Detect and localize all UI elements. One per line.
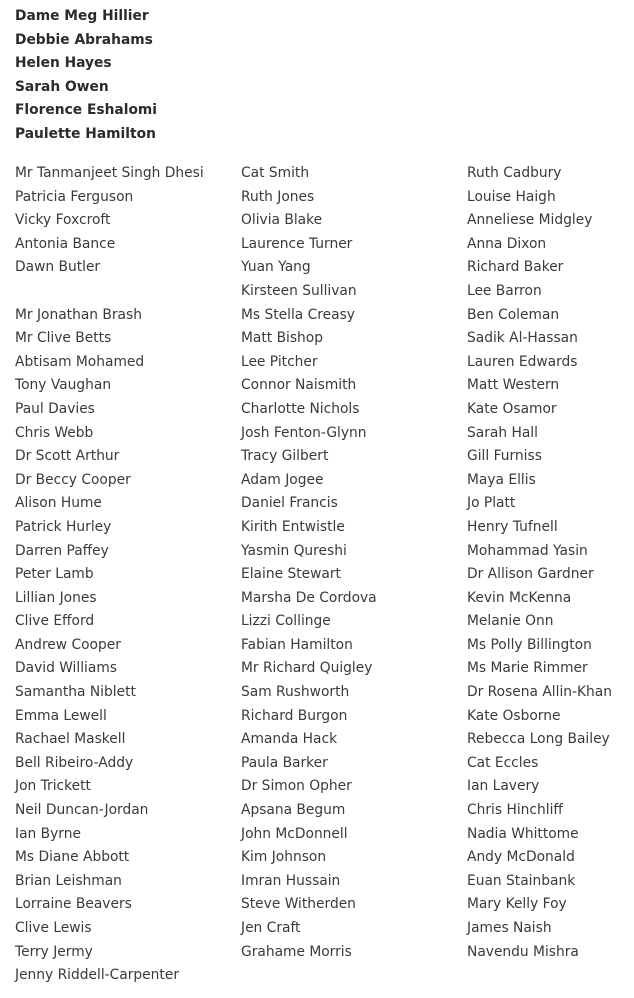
supporter-name: Richard Baker xyxy=(467,259,564,276)
supporter-name: Lizzi Collinge xyxy=(241,613,331,630)
supporter-name: Jon Trickett xyxy=(15,778,91,795)
supporter-name: Josh Fenton-Glynn xyxy=(241,424,367,441)
supporter-name: Darren Paffey xyxy=(15,542,109,559)
supporter-name: Anna Dixon xyxy=(467,235,547,252)
supporter-name: Andrew Cooper xyxy=(15,636,121,653)
supporter-name: Matt Western xyxy=(467,377,560,394)
supporter-name: Amanda Hack xyxy=(241,731,338,748)
supporter-name: Kevin McKenna xyxy=(467,589,572,606)
supporter-name: Sam Rushworth xyxy=(241,684,350,701)
supporter-name: Kim Johnson xyxy=(241,849,327,866)
supporter-name: Chris Webb xyxy=(15,424,94,441)
supporter-name: Ian Byrne xyxy=(15,825,81,842)
supporter-name: Louise Haigh xyxy=(467,188,556,205)
supporter-name: Samantha Niblett xyxy=(15,684,136,701)
supporter-name: Apsana Begum xyxy=(241,802,346,819)
supporter-name: Mohammad Yasin xyxy=(467,542,588,559)
supporter-name: Nadia Whittome xyxy=(467,825,579,842)
supporter-name: Mr Tanmanjeet Singh Dhesi xyxy=(15,165,204,181)
supporter-name: Elaine Stewart xyxy=(241,566,341,583)
supporter-name: Lillian Jones xyxy=(15,589,97,606)
supporter-name: Ms Polly Billington xyxy=(467,636,592,653)
supporter-name: Navendu Mishra xyxy=(467,943,579,960)
supporter-name: Ruth Cadbury xyxy=(467,165,562,181)
supporter-name: Cat Eccles xyxy=(467,754,539,771)
supporter-name: Sarah Hall xyxy=(467,424,538,441)
supporter-name: Ms Diane Abbott xyxy=(15,849,130,866)
supporter-name: Patrick Hurley xyxy=(15,518,112,535)
sponsor-name: Helen Hayes xyxy=(15,55,112,72)
supporter-name: Paul Davies xyxy=(15,400,95,417)
supporter-name: Imran Hussain xyxy=(241,872,341,889)
supporter-name: Kate Osborne xyxy=(467,707,561,724)
supporter-name: Antonia Bance xyxy=(15,235,116,252)
supporter-name: Mr Clive Betts xyxy=(15,330,112,347)
supporter-name: Ruth Jones xyxy=(241,188,315,205)
supporter-name: Charlotte Nichols xyxy=(241,400,360,417)
supporter-name: Lee Pitcher xyxy=(241,353,318,370)
supporter-column-2 xyxy=(241,162,456,964)
supporter-name: Fabian Hamilton xyxy=(241,636,353,653)
sponsor-name: Florence Eshalomi xyxy=(15,102,158,119)
supporter-name: Euan Stainbank xyxy=(467,872,576,889)
supporter-name: Clive Lewis xyxy=(15,920,92,936)
supporter-name: Henry Tufnell xyxy=(467,518,558,535)
supporter-name: Dr Allison Gardner xyxy=(467,566,594,583)
supporter-name: Maya Ellis xyxy=(467,471,536,488)
supporter-name: Yuan Yang xyxy=(241,259,311,276)
supporter-name: Vicky Foxcroft xyxy=(15,212,111,229)
supporter-name: Brian Leishman xyxy=(15,872,122,889)
column-gap xyxy=(15,280,230,304)
supporter-name: Laurence Turner xyxy=(241,235,353,252)
supporter-name: Dr Scott Arthur xyxy=(15,448,120,465)
supporter-name: Rebecca Long Bailey xyxy=(467,731,610,748)
sponsor-list xyxy=(15,5,315,147)
supporter-name: Jen Craft xyxy=(241,920,301,936)
supporter-name: Matt Bishop xyxy=(241,330,323,347)
supporter-name: Dr Rosena Allin-Khan xyxy=(467,684,613,701)
supporter-name: Tracy Gilbert xyxy=(241,448,329,465)
supporter-name: Kate Osamor xyxy=(467,400,557,417)
supporter-name: Dr Simon Opher xyxy=(241,778,352,795)
supporter-name: Neil Duncan-Jordan xyxy=(15,802,149,819)
supporter-name: Sadik Al-Hassan xyxy=(467,330,578,347)
supporter-name: Rachael Maskell xyxy=(15,731,126,748)
supporter-name: Lauren Edwards xyxy=(467,353,578,370)
supporter-name: Alison Hume xyxy=(15,495,102,512)
supporter-name: David Williams xyxy=(15,660,117,677)
supporter-name: Andy McDonald xyxy=(467,849,575,866)
supporter-name: Daniel Francis xyxy=(241,495,338,512)
supporter-name: Gill Furniss xyxy=(467,448,542,465)
supporter-name: Mary Kelly Foy xyxy=(467,896,567,913)
supporter-name: Olivia Blake xyxy=(241,212,323,229)
supporter-name: Adam Jogee xyxy=(241,471,324,488)
supporter-name: Abtisam Mohamed xyxy=(15,353,145,370)
sponsor-name: Sarah Owen xyxy=(15,78,109,95)
supporter-name: Connor Naismith xyxy=(241,377,357,394)
supporter-column-1 xyxy=(15,162,230,988)
supporter-name: Lorraine Beavers xyxy=(15,896,132,913)
sponsor-name: Debbie Abrahams xyxy=(15,31,153,48)
supporter-name: Tony Vaughan xyxy=(15,377,112,394)
supporter-name: Jenny Riddell-Carpenter xyxy=(15,967,179,984)
supporter-name: Mr Richard Quigley xyxy=(241,660,373,677)
supporter-name: Cat Smith xyxy=(241,165,310,181)
supporter-name: Anneliese Midgley xyxy=(467,212,593,229)
supporter-name: Clive Efford xyxy=(15,613,95,630)
supporter-column-3 xyxy=(467,162,634,964)
supporter-name: James Naish xyxy=(467,920,552,936)
supporter-name: Lee Barron xyxy=(467,282,542,299)
supporter-name: Jo Platt xyxy=(467,495,516,512)
supporter-name: Dr Beccy Cooper xyxy=(15,471,131,488)
supporter-name: Melanie Onn xyxy=(467,613,554,630)
sponsor-name: Paulette Hamilton xyxy=(15,125,156,142)
supporter-name: Dawn Butler xyxy=(15,259,101,276)
sponsor-name: Dame Meg Hillier xyxy=(15,8,149,24)
supporter-name: Patricia Ferguson xyxy=(15,188,134,205)
supporter-name: Richard Burgon xyxy=(241,707,348,724)
supporter-name: Marsha De Cordova xyxy=(241,589,377,606)
supporter-name: Paula Barker xyxy=(241,754,328,771)
supporter-name: Emma Lewell xyxy=(15,707,107,724)
supporter-name: Ms Stella Creasy xyxy=(241,306,355,323)
supporter-name: Peter Lamb xyxy=(15,566,94,583)
supporter-name: Steve Witherden xyxy=(241,896,356,913)
supporter-name: Mr Jonathan Brash xyxy=(15,306,142,323)
supporter-name: Ian Lavery xyxy=(467,778,540,795)
supporter-name: John McDonnell xyxy=(241,825,348,842)
supporter-name: Kirith Entwistle xyxy=(241,518,345,535)
supporter-name: Kirsteen Sullivan xyxy=(241,282,357,299)
supporter-name: Yasmin Qureshi xyxy=(241,542,347,559)
supporter-name: Ben Coleman xyxy=(467,306,560,323)
supporter-name: Grahame Morris xyxy=(241,943,352,960)
supporter-name: Ms Marie Rimmer xyxy=(467,660,588,677)
supporter-name: Bell Ribeiro-Addy xyxy=(15,754,134,771)
supporter-name: Terry Jermy xyxy=(15,943,93,960)
supporter-name: Chris Hinchliff xyxy=(467,802,563,819)
